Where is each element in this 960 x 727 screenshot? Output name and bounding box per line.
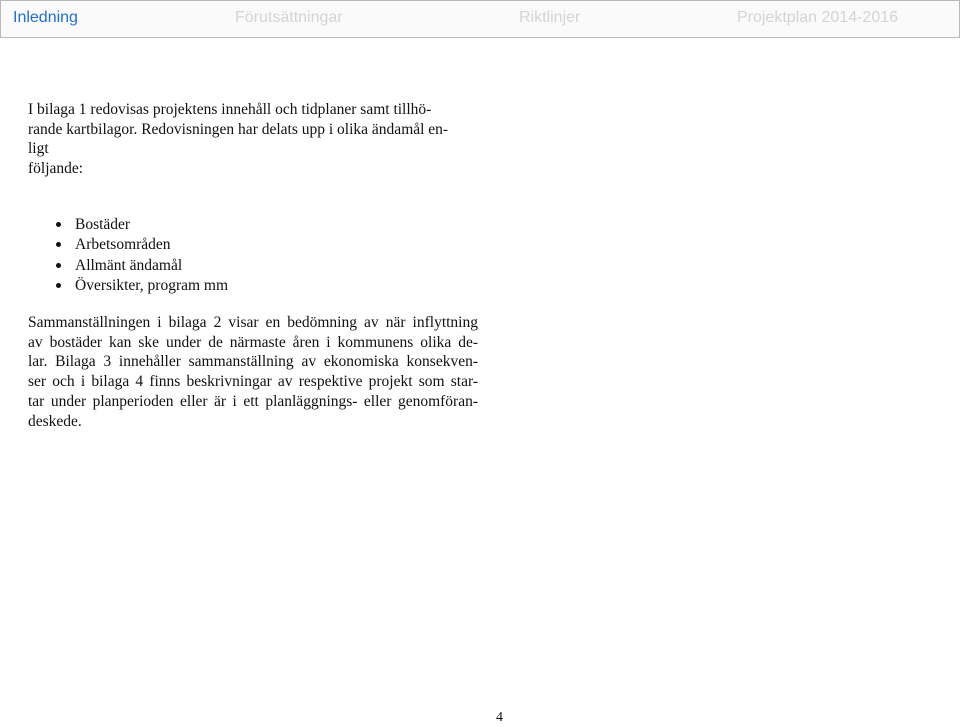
list-item — [56, 215, 228, 235]
intro-line: följande: — [28, 160, 84, 178]
intro-line: ligt — [28, 140, 49, 158]
summary-line: tar under planperioden eller är i ett planläggnings- eller genomföran- — [28, 392, 478, 410]
list-item — [56, 276, 228, 296]
summary-line: Sammanställningen i bilaga 2 visar en bedömning av när inflyttning — [28, 314, 478, 331]
list-item — [56, 235, 228, 255]
bullet-icon — [56, 283, 61, 288]
intro-line: rande kartbilagor. Redovisningen har delats upp i olika ändamål en- — [28, 120, 449, 138]
list-item — [56, 256, 228, 276]
tab-forutsattningar[interactable]: Förutsättningar — [235, 9, 343, 26]
summary-line: deskede. — [28, 412, 82, 430]
tab-inledning[interactable]: Inledning — [13, 9, 78, 26]
list-item-label: Översikter, program mm — [75, 276, 229, 294]
summary-line: lar. Bilaga 3 innehåller sammanställning av ekonomiska konsekven- — [28, 353, 478, 371]
intro-line: I bilaga 1 redovisas projektens innehåll och tidplaner samt tillhö- — [28, 101, 432, 118]
summary-line: ser och i bilaga 4 finns beskrivningar av respektive projekt som star- — [28, 373, 478, 391]
tab-projektplan[interactable]: Projektplan 2014-2016 — [737, 9, 899, 26]
bullet-icon — [56, 242, 61, 247]
top-navigation-bar — [0, 0, 960, 38]
tab-riktlinjer[interactable]: Riktlinjer — [519, 9, 581, 26]
summary-paragraph — [28, 313, 478, 431]
list-item-label: Arbetsområden — [75, 236, 171, 254]
intro-paragraph — [28, 100, 478, 179]
bullet-icon — [56, 222, 61, 227]
page-number: 4 — [496, 710, 503, 725]
summary-line: av bostäder kan ske under de närmaste åren i kommunens olika de- — [28, 333, 478, 351]
purpose-bullet-list — [56, 215, 228, 296]
bullet-icon — [56, 263, 61, 268]
list-item-label: Bostäder — [75, 216, 131, 233]
list-item-label: Allmänt ändamål — [75, 256, 183, 274]
